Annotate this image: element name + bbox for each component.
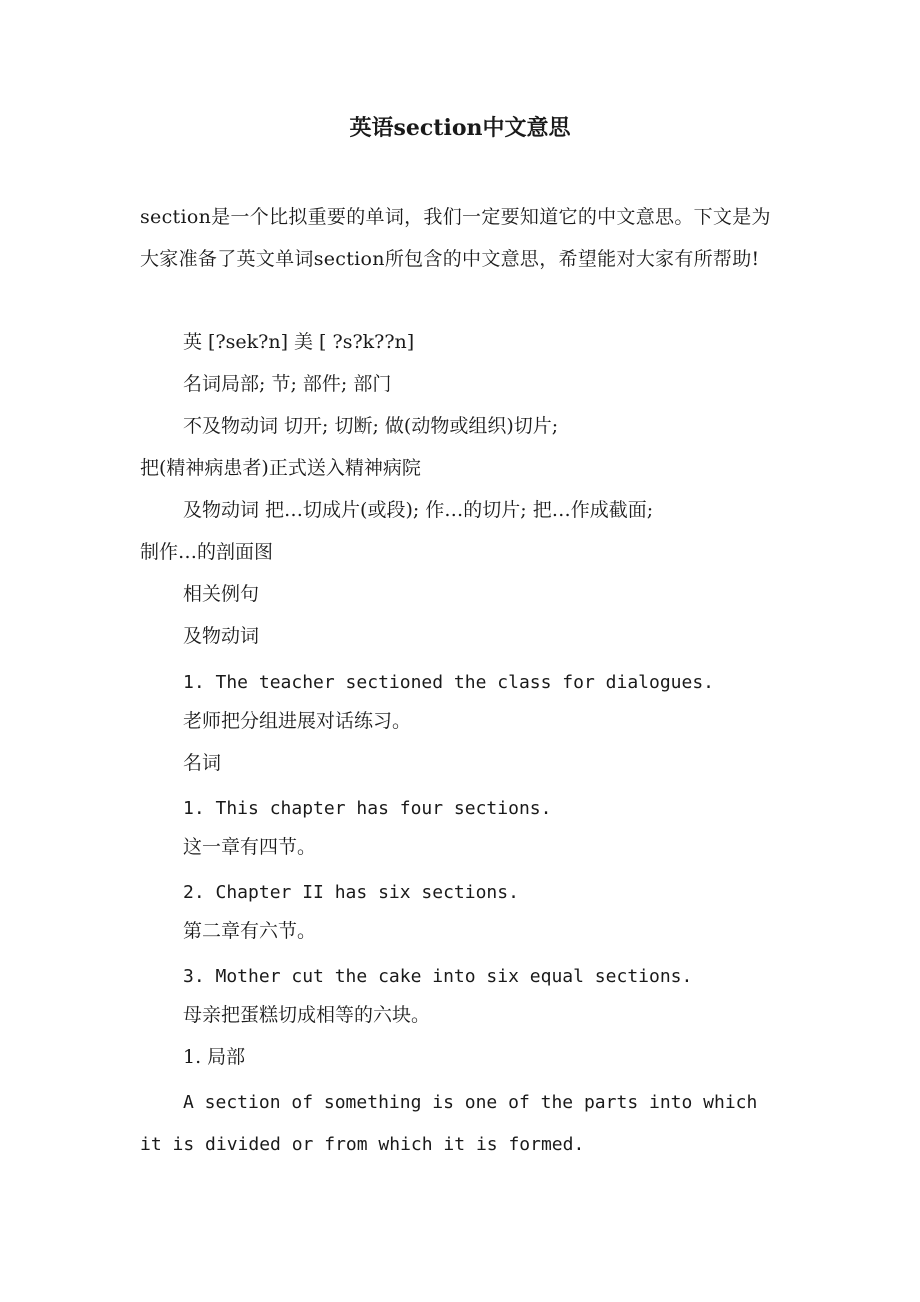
vi-meaning-line-1: 不及物动词 切开; 切断; 做(动物或组织)切片; xyxy=(183,415,559,437)
noun-meaning: 名词局部; 节; 部件; 部门 xyxy=(183,373,392,395)
noun-example-1-en: 1. This chapter has four sections. xyxy=(183,798,552,819)
intro-paragraph: section是一个比拟重要的单词，我们一定要知道它的中文意思。下文是为大家准备了英文单词section所包含的中文意思，希望能对大家有所帮助! xyxy=(140,206,771,270)
vt-example-1-en: 1. The teacher sectioned the class for dialogues. xyxy=(183,672,715,693)
sense-1-heading: 1. 局部 xyxy=(183,1046,246,1068)
noun-example-3-zh: 母亲把蛋糕切成相等的六块。 xyxy=(183,1004,431,1026)
vt-heading: 及物动词 xyxy=(183,625,260,647)
vt-meaning-line-2: 制作…的剖面图 xyxy=(140,541,274,563)
sense-1-definition-line-2: it is divided or from which it is formed. xyxy=(140,1134,585,1155)
noun-example-1-zh: 这一章有四节。 xyxy=(183,836,317,858)
sense-1-definition-line-1: A section of something is one of the parts into which xyxy=(183,1092,758,1113)
document-title: 英语section中文意思 xyxy=(349,115,571,141)
examples-heading: 相关例句 xyxy=(183,583,260,605)
vt-meaning-line-1: 及物动词 把…切成片(或段); 作…的切片; 把…作成截面; xyxy=(183,499,654,521)
vi-meaning-line-2: 把(精神病患者)正式送入精神病院 xyxy=(140,457,421,479)
pronunciation: 英 [?sek?n] 美 [ ?s?k??n] xyxy=(183,331,415,353)
noun-example-2-en: 2. Chapter II has six sections. xyxy=(183,882,519,903)
vt-example-1-zh: 老师把分组进展对话练习。 xyxy=(183,710,412,732)
noun-example-3-en: 3. Mother cut the cake into six equal sections. xyxy=(183,966,693,987)
noun-heading: 名词 xyxy=(183,752,222,774)
noun-example-2-zh: 第二章有六节。 xyxy=(183,920,317,942)
